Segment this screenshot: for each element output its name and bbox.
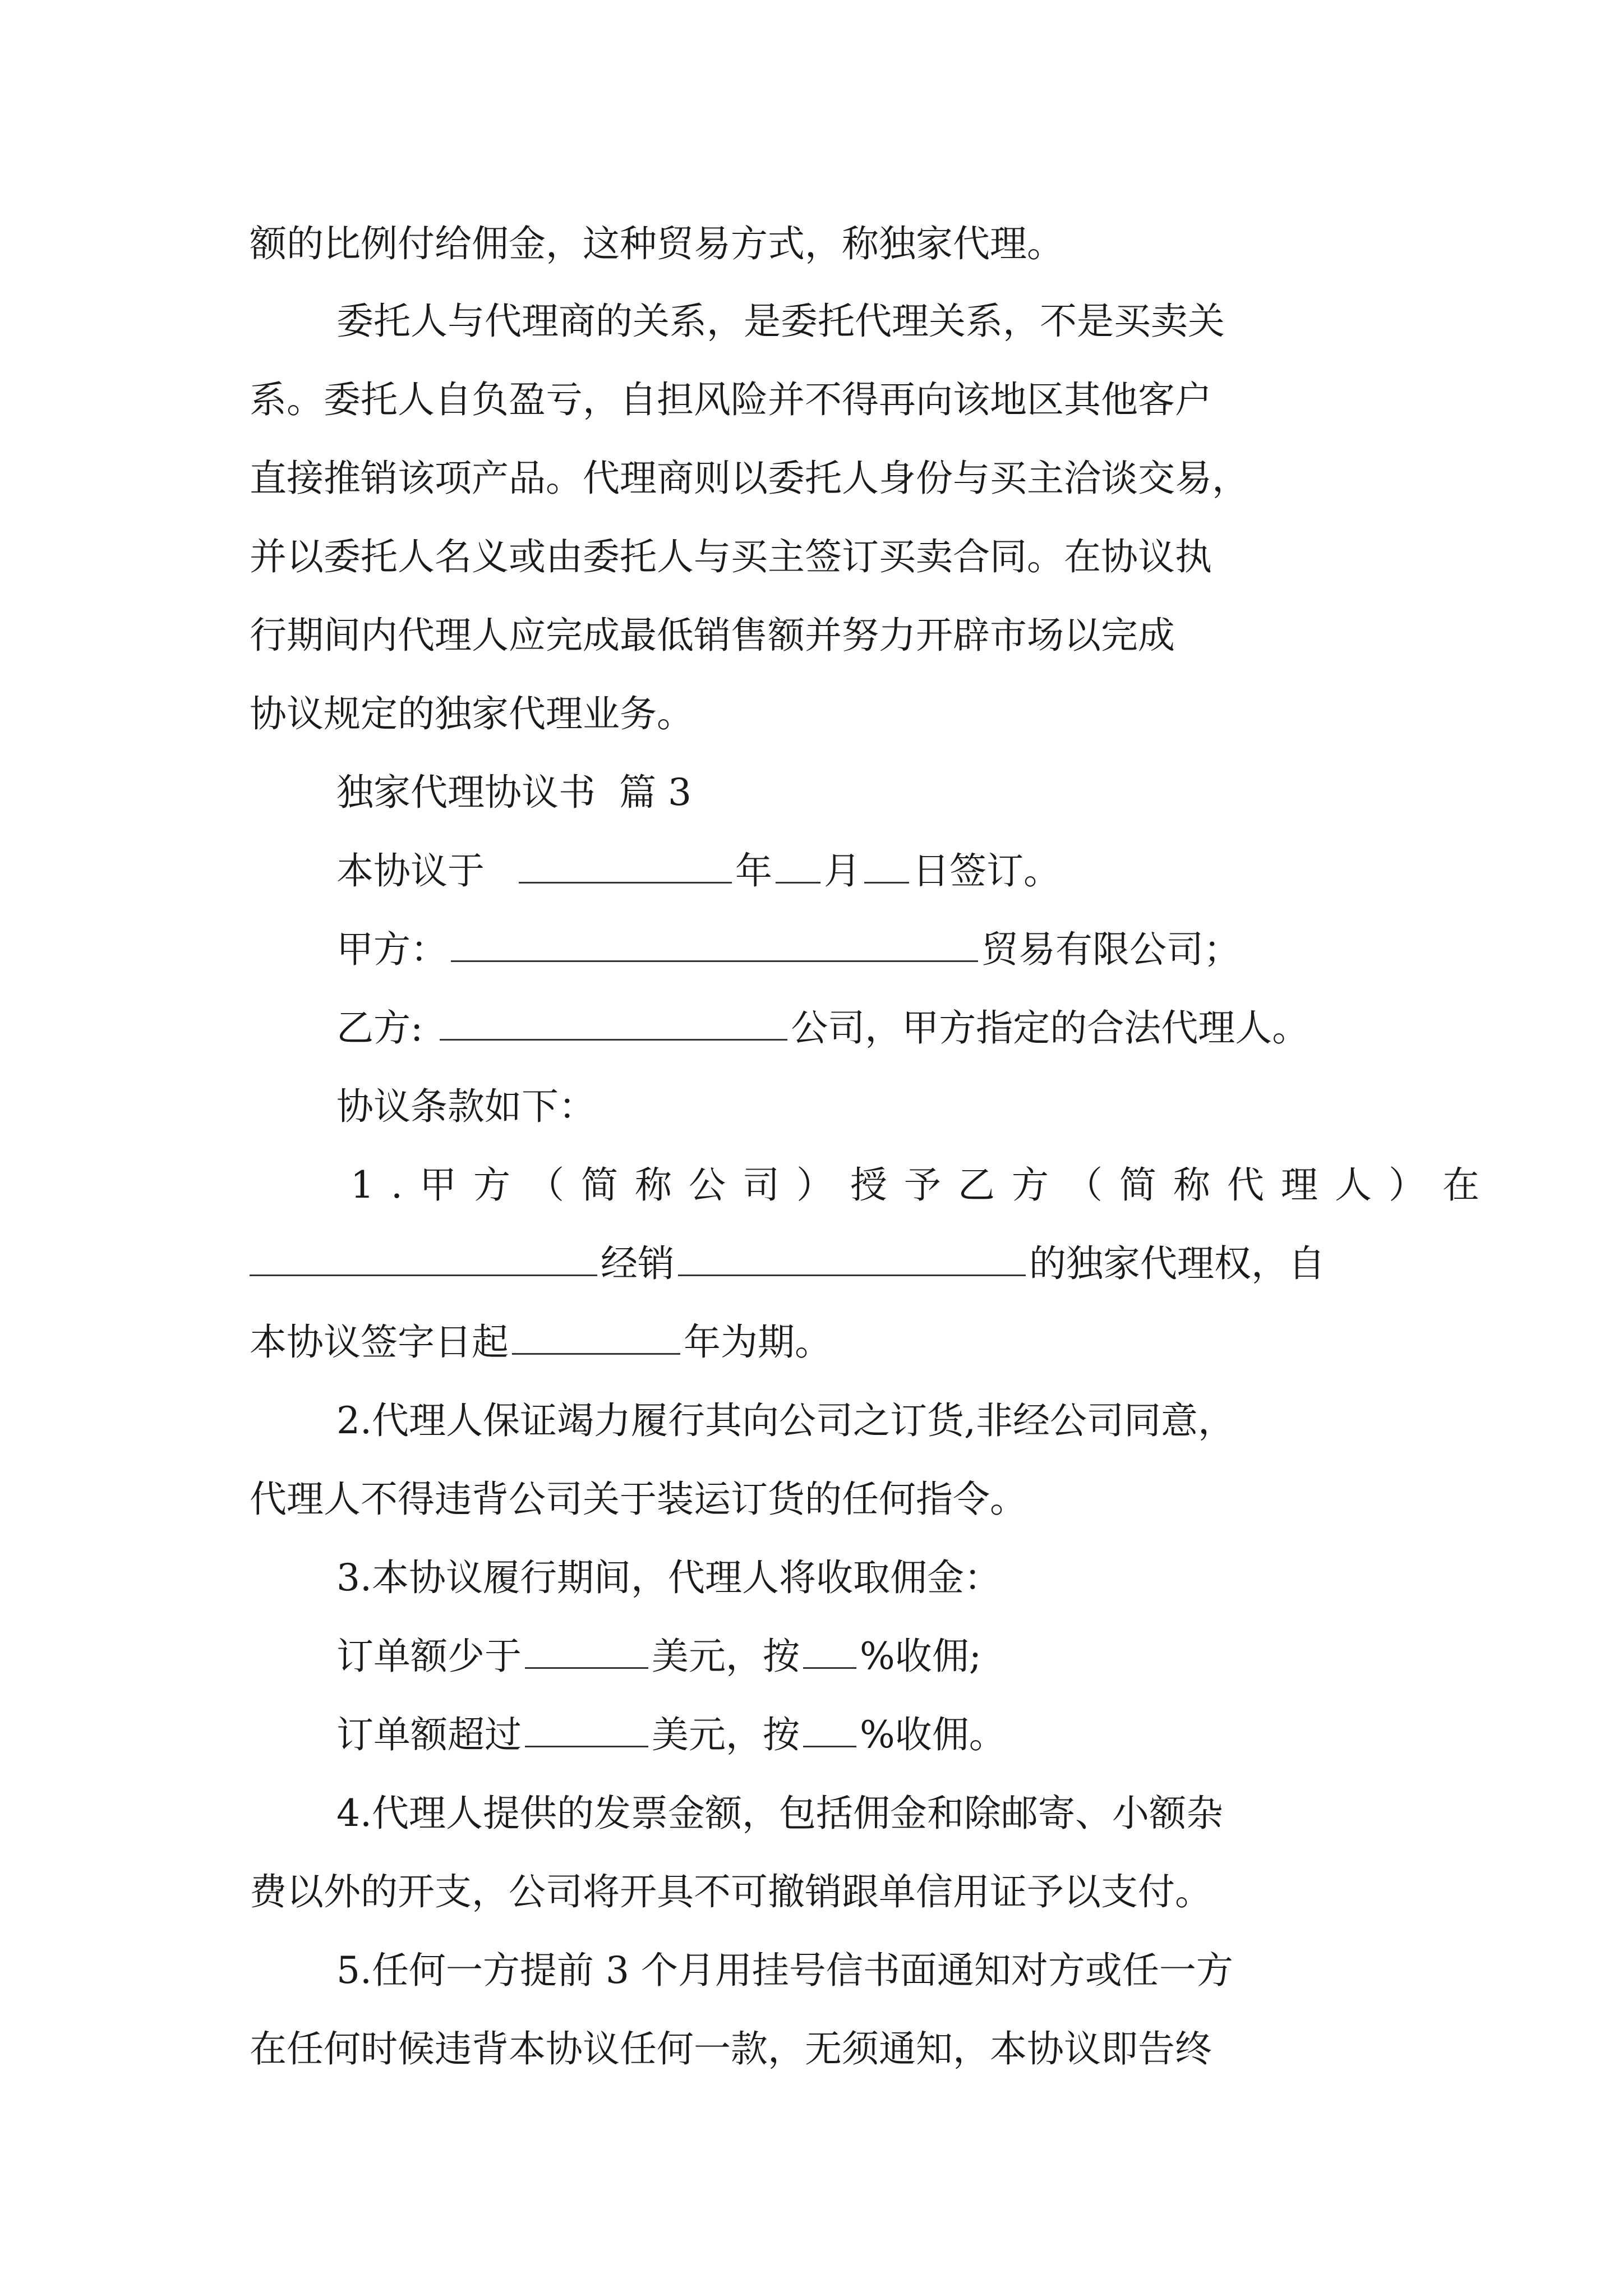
paragraph-line: 代理人不得违背公司关于装运订货的任何指令。 — [250, 1478, 1027, 1521]
paragraph-line: 在任何时候违背本协议任何一款，无须通知，本协议即告终 — [250, 2027, 1212, 2070]
product-blank — [678, 1241, 1026, 1276]
party-b-line — [0, 989, 1623, 1068]
amount-high-blank — [525, 1712, 648, 1747]
paragraph-line: 费以外的开支，公司将开具不可撤销跟单信用证予以支付。 — [250, 1870, 1212, 1913]
paragraph-line: 协议条款如下： — [336, 1085, 596, 1128]
commission-high-suffix: %收佣。 — [860, 1713, 1006, 1756]
paragraph-line: 系。委托人自负盈亏，自担风险并不得再向该地区其他客户 — [250, 378, 1212, 421]
paragraph-line: 4.代理人提供的发票金额，包括佣金和除邮寄、小额杂 — [336, 1792, 1223, 1835]
clause-1-cont-line — [0, 1225, 1623, 1303]
commission-high-line — [0, 1696, 1623, 1774]
sell-text: 经销 — [601, 1242, 675, 1285]
year-blank — [519, 848, 732, 884]
paragraph-line: 行期间内代理人应完成最低销售额并努力开辟市场以完成 — [250, 614, 1175, 657]
commission-low-label: 订单额少于 — [336, 1635, 522, 1678]
paragraph-line: 委托人与代理商的关系，是委托代理关系，不是买卖关 — [336, 300, 1225, 343]
day-text: 日签订。 — [912, 849, 1061, 892]
agency-text: 的独家代理权，自 — [1029, 1242, 1325, 1285]
paragraph-line: 直接推销该项产品。代理商则以委托人身份与买主洽谈交易， — [250, 457, 1249, 500]
party-a-suffix: 贸易有限公司； — [981, 928, 1241, 971]
commission-high-mid: 美元，按 — [652, 1713, 800, 1756]
term-label: 本协议签字日起 — [250, 1320, 509, 1364]
paragraph-line: 并以委托人名义或由委托人与买主签订买卖合同。在协议执 — [250, 535, 1212, 578]
paragraph-line: 5.任何一方提前 3 个月用挂号信书面通知对方或任一方 — [336, 1949, 1233, 1992]
party-a-blank — [451, 927, 978, 962]
paragraph-line: 协议规定的独家代理业务。 — [250, 692, 694, 735]
day-blank — [864, 848, 909, 884]
percent-high-blank — [803, 1712, 856, 1747]
party-b-blank — [440, 1005, 787, 1041]
commission-low-mid: 美元，按 — [652, 1635, 800, 1678]
month-text: 月 — [823, 849, 861, 892]
commission-low-line — [0, 1617, 1623, 1696]
party-b-suffix: 公司，甲方指定的合法代理人。 — [791, 1006, 1310, 1050]
year-text: 年 — [735, 849, 772, 892]
clause-1-end-line — [0, 1303, 1623, 1382]
party-a-label: 甲方： — [336, 928, 448, 971]
region-blank — [250, 1241, 597, 1276]
amount-low-blank — [525, 1634, 648, 1669]
date-line — [0, 832, 1623, 910]
section-heading: 独家代理协议书 篇 3 — [336, 771, 691, 814]
percent-low-blank — [803, 1634, 856, 1669]
paragraph-line: 额的比例付给佣金，这种贸易方式，称独家代理。 — [250, 222, 1064, 265]
paragraph-line: 3.本协议履行期间，代理人将收取佣金： — [336, 1556, 1001, 1599]
term-blank — [512, 1319, 680, 1355]
clause-1-line: 1.甲方（简称公司）授予乙方（简称代理人）在 — [351, 1163, 1496, 1207]
party-a-line — [0, 910, 1623, 989]
term-suffix: 年为期。 — [684, 1320, 832, 1364]
paragraph-line: 2.代理人保证竭力履行其向公司之订货,非经公司同意， — [336, 1399, 1235, 1442]
date-label: 本协议于 — [336, 849, 485, 892]
month-blank — [776, 848, 820, 884]
commission-low-suffix: %收佣; — [860, 1635, 981, 1678]
commission-high-label: 订单额超过 — [336, 1713, 522, 1756]
party-b-label: 乙方: — [336, 1006, 423, 1050]
